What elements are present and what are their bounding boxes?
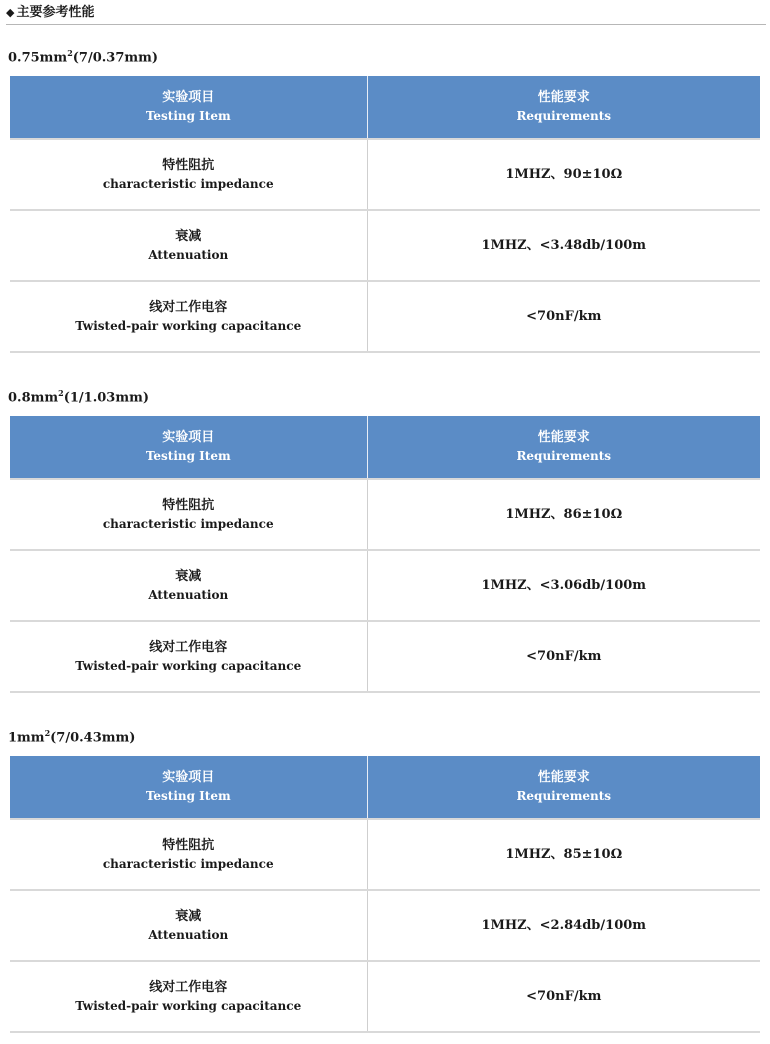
test-item-cell: 特性阻抗 characteristic impedance: [10, 139, 367, 210]
table-row: [10, 890, 760, 961]
table-row: [10, 281, 760, 352]
requirement-cell: 1MHZ、90±10Ω: [367, 139, 760, 210]
testing-item-header: 实验项目 Testing Item: [10, 416, 367, 479]
testing-item-header: 实验项目 Testing Item: [10, 76, 367, 139]
test-item-cell: 衰减 Attenuation: [10, 550, 367, 621]
test-item-cell: 线对工作电容 Twisted-pair working capacitance: [10, 961, 367, 1032]
spec-label-2: $0.8mm^2(1/1.03mm)$: [8, 388, 149, 406]
requirements-header: 性能要求 Requirements: [367, 416, 760, 479]
requirement-cell: 1MHZ、<2.84db/100m: [367, 890, 760, 961]
table-header-row: [10, 416, 760, 479]
requirement-cell: <70nF/km: [367, 621, 760, 692]
table-row: [10, 621, 760, 692]
requirement-cell: <70nF/km: [367, 281, 760, 352]
table-row: [10, 819, 760, 890]
requirement-cell: 1MHZ、85±10Ω: [367, 819, 760, 890]
requirement-cell: <70nF/km: [367, 961, 760, 1032]
table-row: [10, 550, 760, 621]
table-row: [10, 139, 760, 210]
requirement-cell: 1MHZ、<3.06db/100m: [367, 550, 760, 621]
performance-table-3: [10, 756, 760, 1033]
section-header: [6, 4, 766, 25]
performance-table-2: [10, 416, 760, 693]
test-item-cell: 衰减 Attenuation: [10, 210, 367, 281]
diamond-bullet-icon: ◆: [6, 6, 15, 19]
spec-label-1: $0.75mm^2(7/0.37mm)$: [8, 48, 159, 66]
section-title: 主要参考性能: [16, 5, 95, 20]
test-item-cell: 线对工作电容 Twisted-pair working capacitance: [10, 281, 367, 352]
requirements-header: 性能要求 Requirements: [367, 76, 760, 139]
spec-label-3: $1mm^2(7/0.43mm)$: [8, 728, 136, 746]
test-item-cell: 线对工作电容 Twisted-pair working capacitance: [10, 621, 367, 692]
test-item-cell: 衰减 Attenuation: [10, 890, 367, 961]
table-row: [10, 210, 760, 281]
requirement-cell: 1MHZ、<3.48db/100m: [367, 210, 760, 281]
testing-item-header: 实验项目 Testing Item: [10, 756, 367, 819]
table-header-row: [10, 756, 760, 819]
test-item-cell: 特性阻抗 characteristic impedance: [10, 819, 367, 890]
requirements-header: 性能要求 Requirements: [367, 756, 760, 819]
table-row: [10, 961, 760, 1032]
test-item-cell: 特性阻抗 characteristic impedance: [10, 479, 367, 550]
performance-table-1: [10, 76, 760, 353]
requirement-cell: 1MHZ、86±10Ω: [367, 479, 760, 550]
table-header-row: [10, 76, 760, 139]
table-row: [10, 479, 760, 550]
